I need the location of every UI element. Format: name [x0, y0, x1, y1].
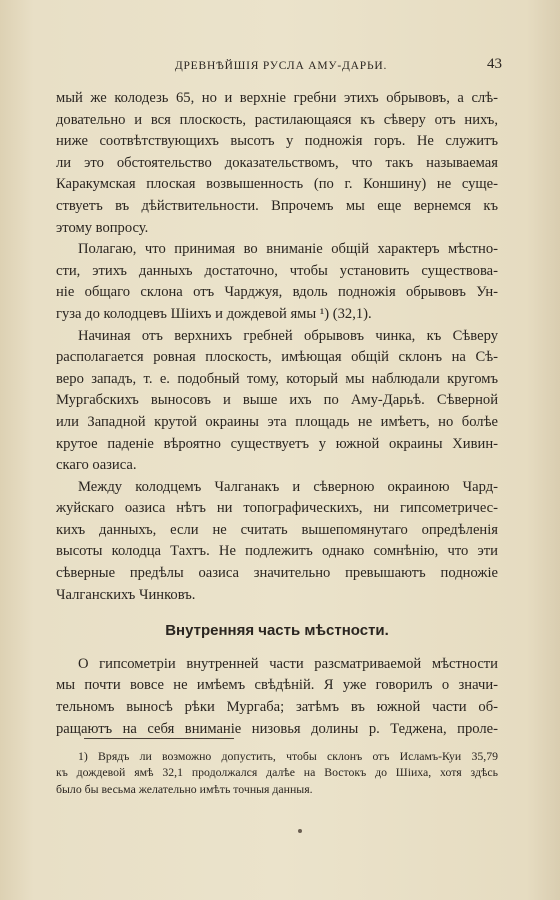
text-line: довательно и вся плоскость, растилающаяся къ сѣверу отъ нихъ, [56, 111, 498, 128]
text-line: сѣверные предѣлы оазиса значительно превышаютъ подножіе [56, 565, 498, 582]
text-line: ствуетъ въ дѣйствительности. Впрочемъ мы еще вернемся къ [56, 197, 498, 214]
text-line: ніе общаго склона отъ Чарджуя, вдоль подножія обрывовъ Ун- [56, 284, 498, 301]
text-line: скаго оазиса. [56, 457, 137, 474]
text-line: Каракумская плоская возвышенность (по г. Коншину) не суще- [56, 176, 498, 193]
section-heading: Внутренняя часть мѣстности. [165, 622, 389, 640]
text-line: Между колодцемъ Чалганакъ и сѣверною окраиною Чард- [78, 478, 498, 495]
text-line: гуза до колодцевъ Шіихъ и дождевой ямы ¹) (32,1). [56, 305, 372, 322]
text-line: этому вопросу. [56, 219, 149, 236]
paragraph [56, 477, 498, 607]
text-line: Мургабскихъ выносовъ и выше ихъ по Аму-Дарьѣ. Сѣверной [56, 392, 498, 409]
text-line: веро западъ, т. е. подобный тому, который мы наблюдали кругомъ [56, 370, 498, 387]
paragraph [56, 326, 498, 477]
text-line: ниже соотвѣтствующихъ высотъ у подножія горъ. Не служитъ [56, 133, 498, 150]
footnote [56, 748, 498, 797]
text-line: жуйскаго оазиса нѣтъ ни топографическихъ, ни гипсометричес- [56, 500, 498, 517]
paragraph [56, 88, 498, 239]
text-line: располагается ровная плоскость, имѣющая общій склонъ на Сѣ- [56, 349, 498, 366]
text-line: О гипсометріи внутренней части разсматриваемой мѣстности [78, 655, 498, 672]
footnote-line: было бы весьма желательно имѣть точныя данныя. [56, 781, 313, 796]
text-line: мы почти вовсе не имѣемъ свѣдѣній. Я уже говорилъ о значи- [56, 677, 498, 694]
text-line: кихъ данныхъ, если не считать вышепомянутаго опредѣленія [56, 521, 498, 538]
text-line: мый же колодезь 65, но и верхніе гребни этихъ обрывовъ, а слѣ- [56, 90, 498, 106]
page-header [60, 56, 502, 78]
footnote-line: къ дождевой ямѣ 32,1 продолжался далѣе на Востокъ до Шіиха, хотя здѣсь [56, 765, 498, 780]
text-line: ли это обстоятельство доказательствомъ, что такъ называемая [56, 154, 498, 171]
paragraph [56, 654, 498, 740]
main-text [56, 88, 498, 740]
page-number: 43 [487, 56, 502, 72]
text-line: крутое паденіе вѣроятно существуетъ у южной окраины Хивин- [56, 435, 498, 452]
text-line: тельномъ выносѣ рѣки Мургаба; затѣмъ въ южной части об- [56, 699, 498, 716]
text-line: или Западной крутой окраины эта площадь не имѣетъ, но болѣе [56, 413, 498, 430]
footnote-divider [84, 738, 234, 739]
text-line: Полагаю, что принимая во вниманіе общій характеръ мѣстно- [78, 241, 498, 258]
text-line: высоты колодца Тахтъ. Не подлежитъ однако сомнѣнію, что эти [56, 543, 498, 560]
text-line: Чалганскихъ Чинковъ. [56, 586, 196, 603]
running-title: ДРЕВНѢЙШІЯ РУСЛА АМУ-ДАРЬИ. [174, 60, 388, 72]
text-line: ращаютъ на себя вниманіе низовья долины р. Теджена, проле- [56, 720, 498, 737]
paragraph [56, 239, 498, 325]
text-line: сти, этихъ данныхъ достаточно, чтобы установить существова- [56, 262, 498, 279]
footnote-line: 1) Врядъ ли возможно допустить, чтобы склонъ отъ Исламъ-Куи 35,79 [78, 749, 498, 763]
printer-mark [298, 829, 302, 833]
text-line: Начиная отъ верхнихъ гребней обрывовъ чинка, къ Сѣверу [78, 327, 498, 344]
